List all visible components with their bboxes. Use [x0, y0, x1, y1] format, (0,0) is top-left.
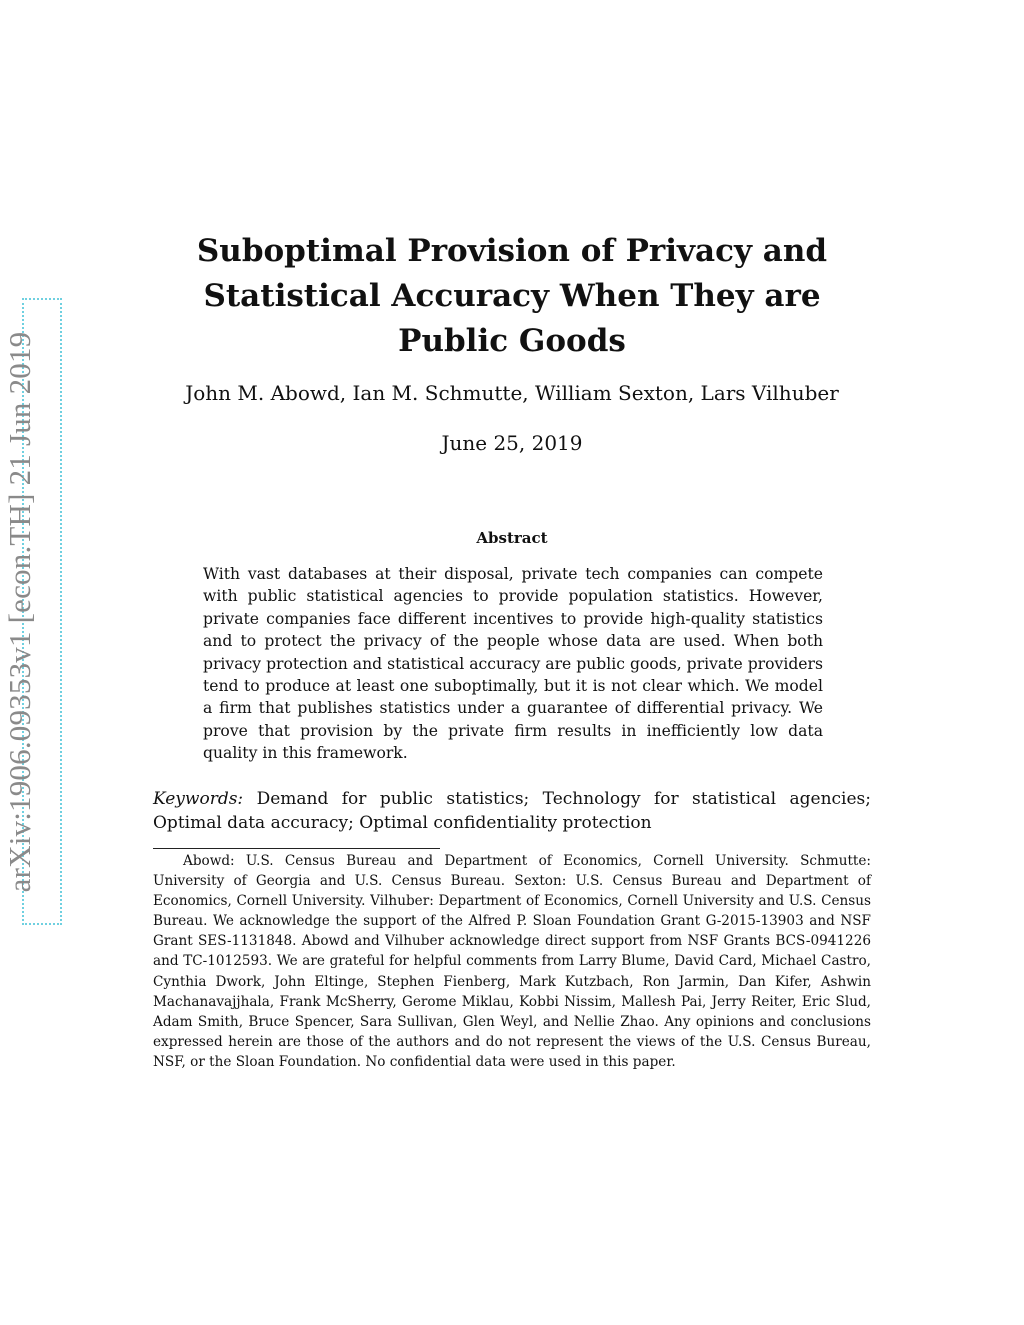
keywords-section — [153, 787, 871, 835]
keywords-label: Keywords: — [153, 789, 244, 809]
author-footnote: Abowd: U.S. Census Bureau and Department of Economics, Cornell University. Schmutte: University of Georgia and U.S. Census Bureau. Sexton: U.S. Census Bureau and Department of Economics, Cornell University. Vilhuber: Department of Economics, Cornell University and U.S. Census Bureau. We acknowledge the support of the Alfred P. Sloan Foundation Grant G-2015-13903 and NSF Grant SES-1131848. Abowd and Vilhuber acknowledge direct support from NSF Grants BCS-0941226 and TC-1012593. We are grateful for helpful comments from Larry Blume, David Card, Michael Castro, Cynthia Dwork, John Eltinge, Stephen Fienberg, Mark Kutzbach, Ron Jarmin, Dan Kifer, Ashwin Machanavajjhala, Frank McSherry, Gerome Miklau, Kobbi Nissim, Mallesh Pai, Jerry Reiter, Eric Slud, Adam Smith, Bruce Spencer, Sara Sullivan, Glen Weyl, and Nellie Zhao. Any opinions and conclusions expressed herein are those of the authors and do not represent the views of the U.S. Census Bureau, NSF, or the Sloan Foundation. No confidential data were used in this paper. — [153, 853, 871, 1070]
author-list: John M. Abowd, Ian M. Schmutte, William Sexton, Lars Vilhuber — [185, 381, 839, 405]
arxiv-identifier: arXiv:1906.09353v1 [econ.TH] 21 Jun 2019 — [2, 331, 37, 893]
footnote-divider — [153, 848, 440, 849]
publication-date: June 25, 2019 — [441, 431, 583, 455]
abstract-text: With vast databases at their disposal, private tech companies can compete with public statistical agencies to provide population statistics. However, private companies face different incentives to provide high-quality statistics and to protect the privacy of the people whose data are used. When both privacy protection and statistical accuracy are public goods, private providers tend to produce at least one suboptimally, but it is not clear which. We model a firm that publishes statistics under a guarantee of differential privacy. We prove that provision by the private firm results in inefficiently low data quality in this framework. — [203, 565, 823, 763]
abstract-heading: Abstract — [476, 529, 548, 547]
keywords-text: Demand for public statistics; Technology for statistical agencies; Optimal data accuracy; Optimal confidentiality protection — [153, 789, 871, 833]
paper-title: Suboptimal Provision of Privacy and Statistical Accuracy When They are Public Goods — [196, 233, 828, 359]
